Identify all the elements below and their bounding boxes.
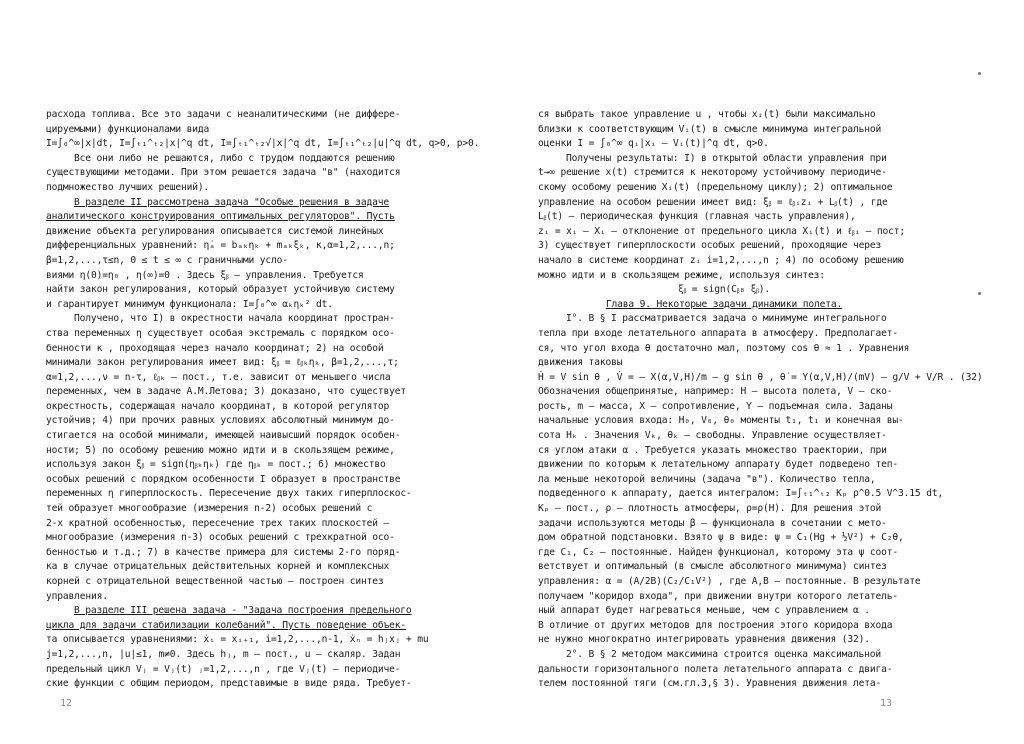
text-line: Обозначения общепринятые, например: H – высота полета, V – ско- [538,386,893,398]
text-line: В разделе II рассмотрена задача "Особые решения в задаче [74,196,390,208]
right-page-number: 13 [880,698,893,709]
text-line: управления: α = (A/2B)(C₂/C₁V²) , где A,B – постоянные. В результате [538,576,921,587]
text-line: β=1,2,...,τ≤n, 0 ≤ t ≤ ∞ с граничными усло- [46,254,288,266]
text-line: движения таковы [538,357,623,369]
text-line: подведенного к аппарату, дается интегралом: I=∫ₜ₁^ₜ₂ Kₚ ρ^0.5 V^3.15 dt, [538,488,944,500]
text-line: корней с отрицательной вещественной частью – построен синтез [46,576,384,587]
right-page [538,108,983,692]
text-line: I=∫₀^∞|x|dt, I=∫ₜ₁^ₜ₂|x|^q dt, I=∫ₜ₁^ₜ₂√|x|^q dt, I=∫ₜ₁^ₜ₂|u|^q dt, q>0, p>0. [46,138,480,150]
text-line: α=1,2,...,ν = n-τ, ℓᵦₖ – пост., т.е. зависит от меньшего числа [46,371,391,383]
text-line: дальности горизонтального полета летательного аппарата с двига- [538,663,893,675]
text-line: Ḣ = V sin θ , V̇ = – X(α,V,H)/m – g sin θ , θ̇ = Y(α,V,H)/(mV) – g/V + V/R . (32) [538,371,983,383]
text-line: ξᵦ = sign(Cᵦ₈ ξᵦ). [677,284,771,296]
text-line: особых решений с порядком особенности I образует в пространстве [46,473,401,485]
text-line: скому особому решению Xᵢ(t) (предельному циклу); 2) оптимальное [538,181,893,193]
scan-speck [978,72,981,75]
text-line: рость, m – масса, X – сопротивление, Y – подъемная сила. Заданы [538,400,893,412]
text-line: 3) существует гиперплоскости особых решений, проходящие через [538,240,882,252]
text-line: многообразие (измерения n-3) особых решений с трехкратной осо- [46,532,395,544]
text-line: Kₚ – пост., ρ – плотность атмосферы, ρ=ρ(H). Для решения этой [538,503,882,515]
text-line: та описывается уравнениями: ẋᵢ = xᵢ₊₁, i=1,2,...,n-1, ẋₙ = hⱼxⱼ + mu [46,634,429,646]
text-line: найти закон регулирования, который образует устойчивую систему [46,284,395,296]
text-line: Глава 9. Некоторые задачи динамики полета. [605,298,843,310]
text-line: тей образует многообразие (измерения n-2) особых решений с [46,503,373,515]
text-line: задачи используются методы β – функционала в сочетании с мето- [538,517,887,529]
text-line: расхода топлива. Все это задачи с неаналитическими (не диффере- [46,109,401,120]
text-line: j=1,2,...,n, |u|≤1, m≠0. Здесь hⱼ, m – пост., u – скаляр. Задан [46,648,401,660]
text-line: движении по которым к летательному аппарату будет подведено теп- [538,459,899,471]
text-line: и гарантирует минимум функционала: I=∫₀^∞ αₖηₖ² dt. [46,298,333,310]
text-line: ла меньше некоторой величины (задача "в"). Количество тепла, [538,473,876,485]
text-line: не нужно многократно интегрировать уравнения движения (32). [538,634,870,646]
text-line: zᵢ = xᵢ – Xᵢ – отклонение от предельного цикла Xᵢ(t) и ℓᵦᵢ – пост; [538,225,906,237]
left-page-number: 12 [60,698,73,709]
text-line: подмножество лучших решений). [46,181,210,193]
text-line: тепла при входе летательного аппарата в атмосферу. Предполагает- [538,327,899,339]
text-line: где C₁, C₂ – постоянные. Найден функционал, которому эта ψ соот- [538,546,899,558]
text-line: ся выбрать такое управление u , чтобы xᵢ(t) были максимально [538,109,876,120]
text-line: переменных, чем в задаче А.М.Летова; 3) доказано, что существует [46,386,407,398]
text-line: ности; 5) по особому решению можно идти и в скользящем режиме, [46,444,395,456]
text-line: предельный цикл Vⱼ = Vⱼ(t) ⱼ=1,2,...,n , где Vⱼ(t) – периодиче- [46,663,401,675]
text-line: управление на особом решении имеет вид: ξᵦ = ℓᵦᵢzᵢ + Lᵦ(t) , где [538,196,888,208]
text-line: устойчив; 4) при прочих равных условиях абсолютный минимум до- [46,415,395,427]
text-line: Получено, что I) в окрестности начала координат простран- [74,313,395,325]
scan-speck [978,292,981,295]
text-line: управления. [46,590,108,602]
text-line: Все они либо не решаются, либо с трудом поддаются решению [74,152,395,164]
text-line: оценки I = ∫₀^∞ qᵢ|xᵢ – Vᵢ(t)|^q dt, q>0. [538,138,769,150]
text-line: начало в системе координат zᵢ i=1,2,...,n ; 4) по особому решению [538,254,904,266]
text-line: существующими методами. При этом решается задача "в" (находится [46,167,401,179]
text-line: В разделе III решена задача - "Задача построения предельного [74,605,412,617]
text-line: ся углом атаки α . Требуется указать множество траектории, при [538,444,887,456]
text-line: 2-х кратной особенностью, пересечение трех таких плоскостей – [46,517,390,529]
text-line: получаем "коридор входа", при движении внутри которого летатель- [538,590,899,602]
text-line: аналитического конструирования оптимальных регуляторов". Пусть [46,211,395,223]
text-line: минимали закон регулирования имеет вид: ξᵦ = ℓᵦₖηₖ, β=1,2,...,τ; [46,357,399,369]
text-line: ный аппарат будет нагреваться меньше, чем с управлением α . [538,605,870,617]
text-line: В отличие от других методов для построения этого коридора входа [538,619,893,631]
text-line: Lᵦ(t) – периодическая функция (главная часть управления), [538,211,856,223]
text-line: цируемыми) функционалами вида [46,123,210,135]
text-line: Получены результаты: I) в открытой области управления при [566,152,887,164]
text-line: 2°. В § 2 методом максимина строится оценка максимальной [566,648,882,660]
text-line: ка в случае отрицательных действительных корней и комплексных [46,561,390,573]
text-line: цикла для задачи стабилизации колебаний". Пусть поведение объек- [46,619,407,631]
text-line: ся, что угол входа θ достаточно мал, поэтому cos θ ≈ 1 . Уравнения [538,342,910,354]
text-line: ства переменных η существует особая экстремаль с порядком осо- [46,327,395,339]
text-line: телем постоянной тяги (см.гл.3,§ 3). Уравнения движения лета- [538,678,882,690]
text-line: дифференциальных уравнений: η̇ₐ = bₐₖηₖ + mₐₖξₖ, κ,α=1,2,...,n; [46,240,395,252]
text-line: переменных η гиперплоскость. Пересечение двух таких гиперплоскос- [46,488,412,500]
text-line: бенностью и т.д.; 7) в качестве примера для системы 2-го поряд- [46,546,401,558]
text-line: бенности κ , проходящая через начало координат; 2) на особой [46,342,384,354]
text-line: близки к соответствующим Vᵢ(t) в смысле минимума интегральной [538,123,882,135]
text-line: стигается на особой минимали, имеющей наивысший порядок особен- [46,430,401,442]
text-line: используя закон ξᵦ = sign(ηᵦₖηₖ) где ηᵦₖ = пост.; 6) множество [46,459,386,471]
text-line: ветствует и оптимальный (в смысле абсолютного минимума) синтез [538,561,887,573]
text-line: t→∞ решение x(t) стремится к некоторому устойчивому периодиче- [538,167,887,179]
text-line: движение объекта регулирования описывается системой линейных [46,225,384,237]
left-page [46,108,480,692]
text-line: ские функции с общим периодом, представимые в виде ряда. Требует- [46,678,412,690]
text-line: можно идти и в скользящем режиме, используя синтез: [538,269,825,281]
text-line: I°. В § I рассматривается задача о минимуме интегрального [566,313,887,325]
text-line: начальные условия входа: H₀, V₀, θ₀ моменты t₁, t₁ и конечная вы- [538,415,904,427]
text-line: виями η(0)=η₀ , η(∞)=0 . Здесь ξᵦ – управления. Требуется [46,269,364,281]
text-line: дом обратной подстановки. Взято ψ в виде: ψ = C₁(Hg + ½V²) + C₂θ, [538,532,904,544]
text-line: окрестность, содержащая начало координат, в которой регулятор [46,400,390,412]
text-line: сота Hₖ . Значения Vₖ, θₖ – свободны. Управление осуществляет- [538,430,887,442]
